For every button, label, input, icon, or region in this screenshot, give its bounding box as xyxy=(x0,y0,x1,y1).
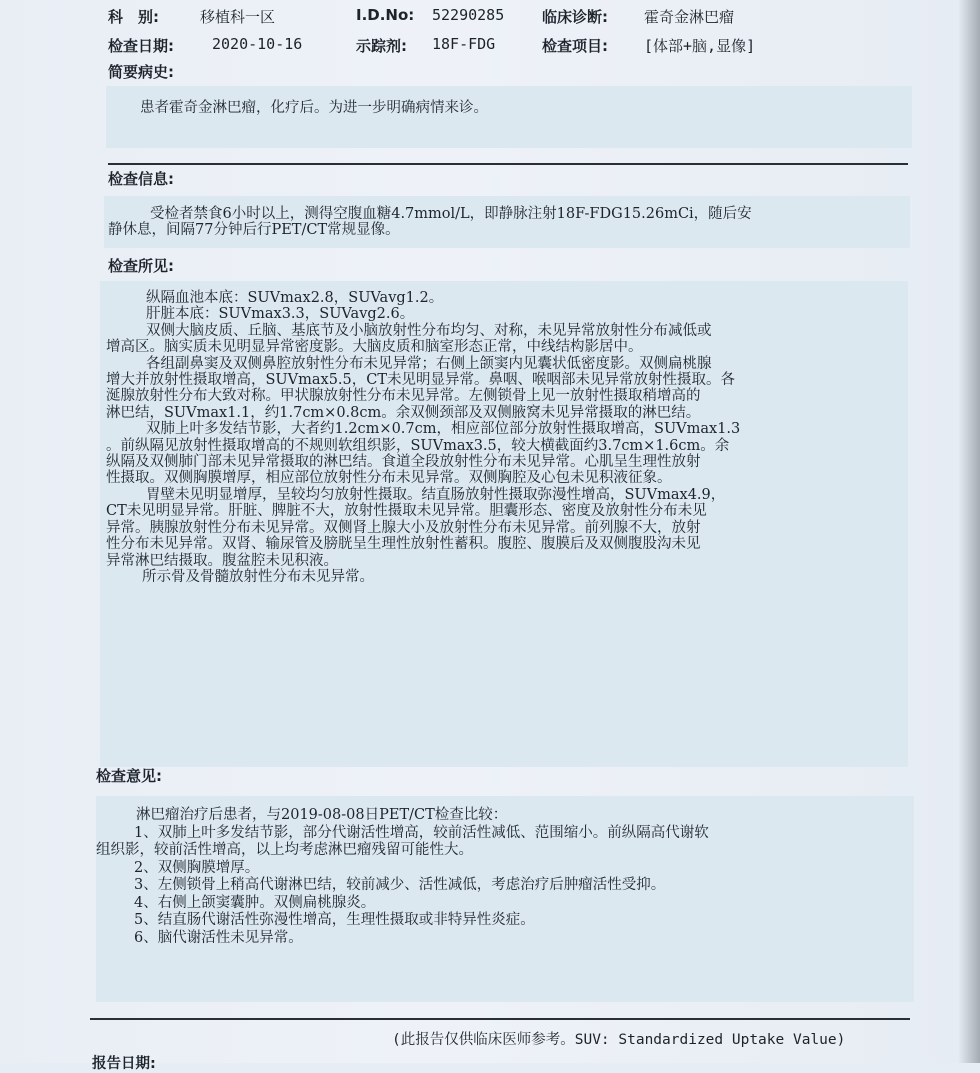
dept-label: 科 别: xyxy=(108,8,159,26)
id-label: I.D.No: xyxy=(356,6,415,24)
diagnosis-value: 霍奇金淋巴瘤 xyxy=(644,8,735,26)
findings-line: 双肺上叶多发结节影，大者约1.2cm×0.7cm，相应部位部分放射性摄取增高，SUVmax1.3 xyxy=(146,421,741,438)
findings-title: 检查所见: xyxy=(108,257,174,275)
tracer-label: 示踪剂: xyxy=(356,37,407,55)
date-label: 检查日期: xyxy=(108,37,174,55)
findings-line: 双侧大脑皮质、丘脑、基底节及小脑放射性分布均匀、对称，未见异常放射性分布减低或 xyxy=(146,322,712,339)
item-value: [体部+脑,显像] xyxy=(644,37,756,55)
findings-line: 性摄取。双侧胸膜增厚，相应部位放射性分布未见异常。双侧胸腔及心包未见积液征象。 xyxy=(106,470,672,487)
opinion-line: 4、右侧上颌窦囊肿。双侧扁桃腺炎。 xyxy=(134,894,376,911)
exam-info-text xyxy=(108,206,908,239)
findings-line: 增大并放射性摄取增高，SUVmax5.5，CT未见明显异常。鼻咽、喉咽部未见异常放射性摄取。各 xyxy=(106,372,736,389)
opinion-line: 3、左侧锁骨上稍高代谢淋巴结，较前减少、活性减低，考虑治疗后肿瘤活性受抑。 xyxy=(134,877,666,893)
findings-line: 所示骨及骨髓放射性分布未见异常。 xyxy=(142,568,374,585)
opinion-line: 1、双肺上叶多发结节影，部分代谢活性增高，较前活性减低、范围缩小。前纵隔高代谢软 xyxy=(134,824,709,841)
history-text xyxy=(140,100,900,116)
report-date-label: 报告日期: xyxy=(92,1056,156,1072)
findings-line: 肝脏本底：SUVmax3.3，SUVavg2.6。 xyxy=(146,306,415,323)
findings-line: 性分布未见异常。双肾、输尿管及膀胱呈生理性放射性蓄积。腹腔、腹膜后及双侧腹股沟未见 xyxy=(106,536,701,553)
findings-line: 异常淋巴结摄取。腹盆腔未见积液。 xyxy=(106,552,338,569)
opinion-line: 组织影，较前活性增高，以上均考虑淋巴瘤残留可能性大。 xyxy=(96,842,473,858)
id-value: 52290285 xyxy=(432,6,505,24)
findings-line: 增高区。脑实质未见明显异常密度影。大脑皮质和脑室形态正常，中线结构影居中。 xyxy=(106,339,643,356)
findings-line: 。前纵隔见放射性摄取增高的不规则软组织影，SUVmax3.5，较大横截面约3.7cm×1.6cm。余 xyxy=(106,437,730,454)
footer-note: (此报告仅供临床医师参考。SUV: Standardized Uptake Value) xyxy=(392,1032,846,1048)
history-line: 患者霍奇金淋巴瘤，化疗后。为进一步明确病情来诊。 xyxy=(140,100,488,116)
divider-bottom xyxy=(90,1018,910,1020)
findings-line: 胃壁未见明显增厚，呈较均匀放射性摄取。结直肠放射性摄取弥漫性增高，SUVmax4.9， xyxy=(146,486,726,503)
findings-line: CT未见明显异常。肝脏、脾脏不大，放射性摄取未见异常。胆囊形态、密度及放射性分布未见 xyxy=(106,503,707,520)
findings-text xyxy=(106,290,896,585)
opinion-line: 淋巴瘤治疗后患者，与2019-08-08日PET/CT检查比较： xyxy=(136,807,508,823)
dept-value: 移植科一区 xyxy=(200,8,276,26)
opinion-line: 5、结直肠代谢活性弥漫性增高，生理性摄取或非特异性炎症。 xyxy=(134,912,535,928)
history-box xyxy=(106,86,912,148)
findings-line: 各组副鼻窦及双侧鼻腔放射性分布未见异常；右侧上颌窦内见囊状低密度影。双侧扁桃腺 xyxy=(146,355,712,372)
findings-line: 涎腺放射性分布大致对称。甲状腺放射性分布未见异常。左侧锁骨上见一放射性摄取稍增高的 xyxy=(106,388,701,405)
opinion-line: 6、脑代谢活性未见异常。 xyxy=(134,929,303,946)
findings-line: 异常。胰腺放射性分布未见异常。双侧肾上腺大小及放射性分布未见异常。前列腺不大，放射 xyxy=(106,519,701,536)
divider-top xyxy=(108,163,908,165)
opinion-line: 2、双侧胸膜增厚。 xyxy=(134,859,260,876)
exam-info-line-1: 受检者禁食6小时以上，测得空腹血糖4.7mmol/L，即静脉注射18F-FDG15.26mCi，随后安 xyxy=(150,206,752,222)
opinion-text xyxy=(96,807,896,947)
exam-info-line-2: 静休息，间隔77分钟后行PET/CT常规显像。 xyxy=(108,222,400,239)
history-label: 简要病史: xyxy=(108,63,174,81)
findings-line: 纵隔血池本底：SUVmax2.8，SUVavg1.2。 xyxy=(146,290,444,306)
photo-edge-shadow xyxy=(958,0,980,1063)
date-value: 2020-10-16 xyxy=(212,35,303,53)
tracer-value: 18F-FDG xyxy=(432,35,496,53)
item-label: 检查项目: xyxy=(542,37,608,55)
findings-line: 纵隔及双侧肺门部未见异常摄取的淋巴结。食道全段放射性分布未见异常。心肌呈生理性放射 xyxy=(106,454,701,471)
diagnosis-label: 临床诊断: xyxy=(542,8,608,26)
opinion-title: 检查意见: xyxy=(96,767,162,785)
exam-info-title: 检查信息: xyxy=(108,170,174,188)
header-row-3 xyxy=(108,61,174,82)
findings-line: 淋巴结，SUVmax1.1，约1.7cm×0.8cm。余双侧颈部及双侧腋窝未见异常摄取的淋巴结。 xyxy=(106,404,701,421)
